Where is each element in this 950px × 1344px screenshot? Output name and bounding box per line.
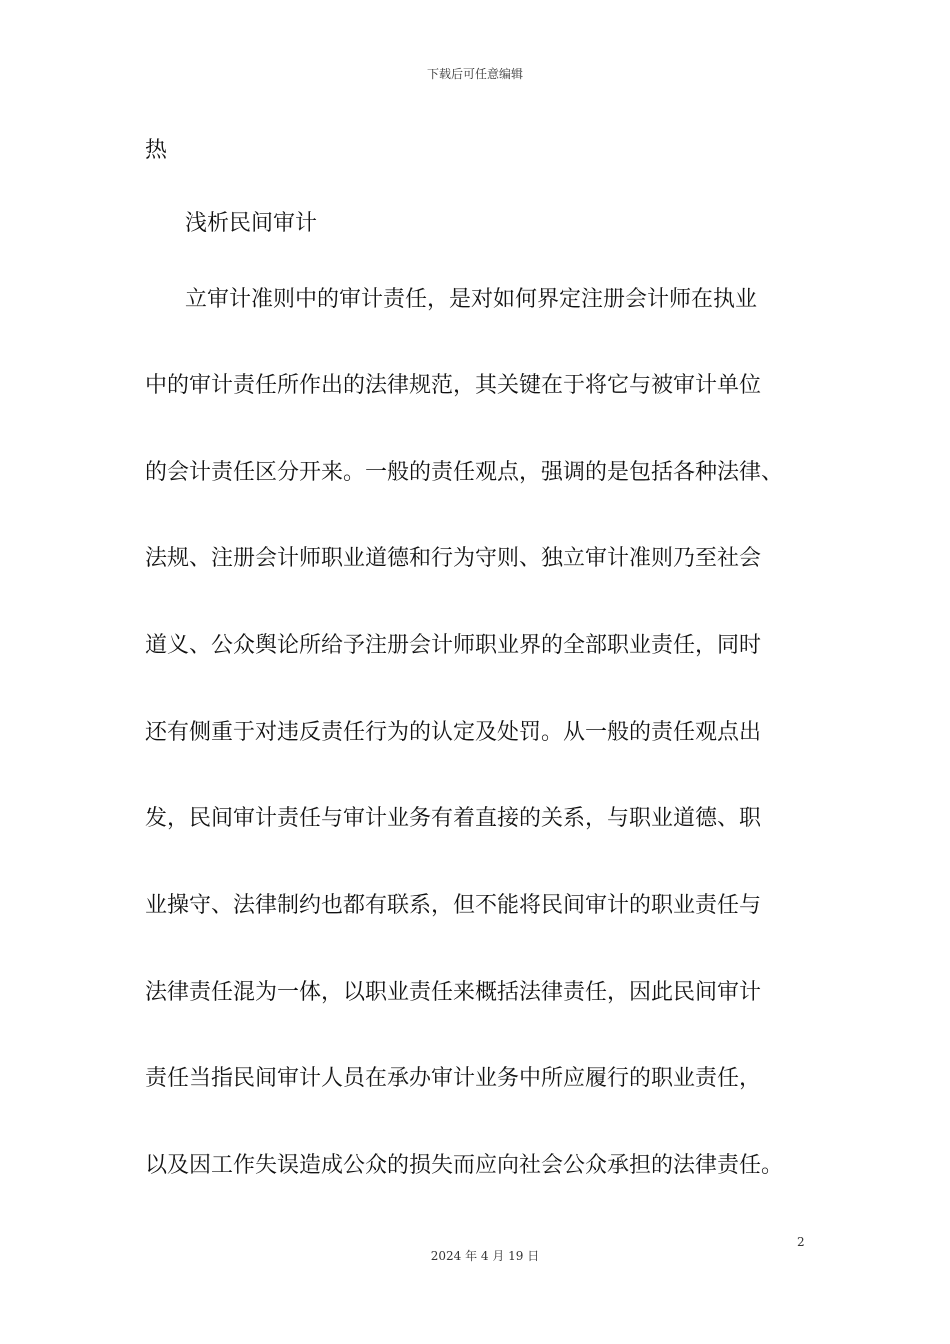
text-line: 立审计准则中的审计责任，是对如何界定注册会计师在执业: [185, 287, 758, 312]
text-line: 法规、注册会计师职业道德和行为守则、独立审计准则乃至社会: [145, 546, 762, 571]
section-title: 浅析民间审计: [185, 211, 318, 236]
page-date: 2024 年 4 月 19 日: [430, 1249, 540, 1263]
page-header: 下载后可任意编辑: [426, 67, 523, 81]
text-line: 还有侧重于对违反责任行为的认定及处罚。从一般的责任观点出: [145, 720, 762, 745]
text-line: 以及因工作失误造成公众的损失而应向社会公众承担的法律责任。: [145, 1153, 784, 1178]
text-line: 业操守、法律制约也都有联系，但不能将民间审计的职业责任与: [145, 893, 762, 918]
text-line: 中的审计责任所作出的法律规范，其关键在于将它与被审计单位: [145, 373, 762, 398]
text-line: 的会计责任区分开来。一般的责任观点，强调的是包括各种法律、: [145, 460, 784, 485]
page-number: 2: [797, 1235, 805, 1249]
text-line: 热: [145, 138, 168, 163]
text-line: 发，民间审计责任与审计业务有着直接的关系，与职业道德、职: [145, 806, 762, 831]
text-line: 法律责任混为一体，以职业责任来概括法律责任，因此民间审计: [145, 980, 762, 1005]
text-line: 责任当指民间审计人员在承办审计业务中所应履行的职业责任，: [145, 1066, 762, 1091]
text-line: 道义、公众舆论所给予注册会计师职业界的全部职业责任，同时: [145, 633, 762, 658]
